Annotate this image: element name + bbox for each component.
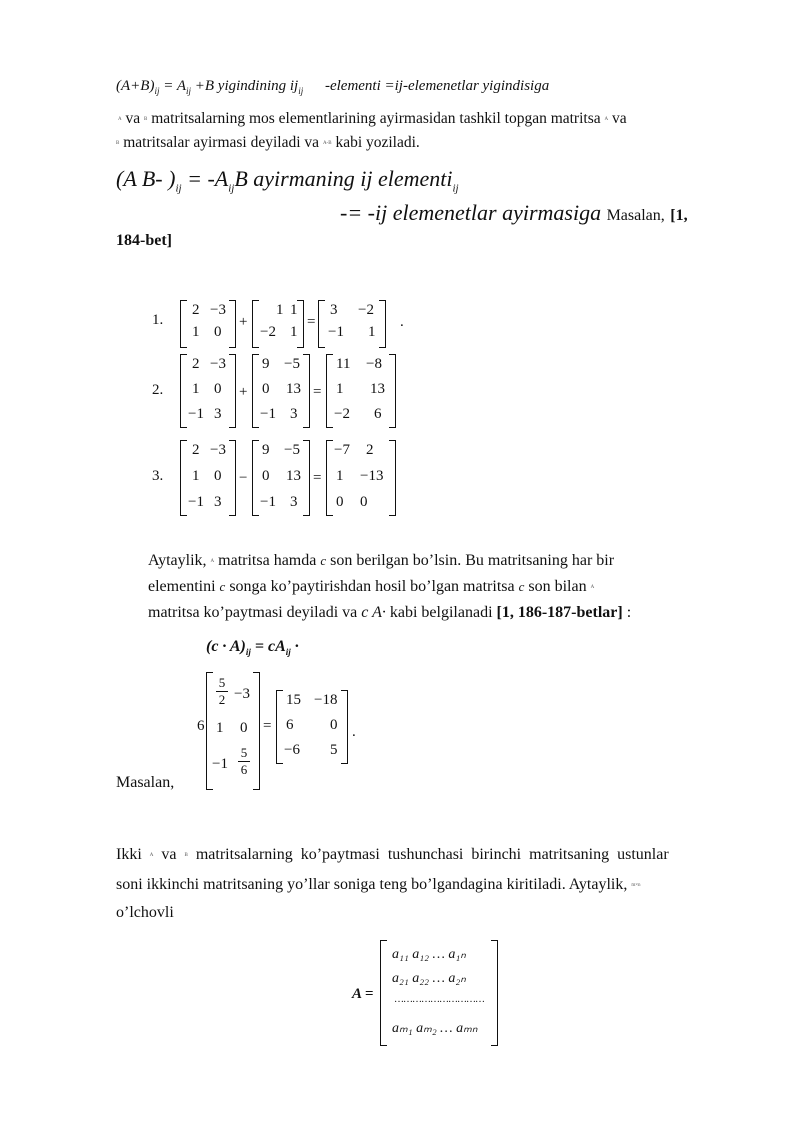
cell: 0 xyxy=(262,468,270,484)
tiny-a: A xyxy=(604,116,609,122)
numerator: 5 xyxy=(218,675,226,690)
matrix-q3 xyxy=(326,440,396,516)
numerator: 5 xyxy=(240,745,248,760)
sum-lhs-sub: ij xyxy=(154,86,160,96)
difference-paragraph-line2 xyxy=(116,134,420,152)
cell: 1 xyxy=(290,302,298,318)
tiny-b: B xyxy=(184,852,188,858)
cell: −3 xyxy=(210,356,226,372)
tiny-a: A xyxy=(590,584,595,590)
bracket xyxy=(252,300,259,348)
matrix-row-dots: ………………………… xyxy=(394,994,484,1005)
denominator: 2 xyxy=(218,692,226,707)
cell: −8 xyxy=(366,356,382,372)
bracket xyxy=(276,690,283,764)
cell: −2 xyxy=(358,302,374,318)
cell: −1 xyxy=(260,494,276,510)
text: matritsalarning ko’paytmasi tushunchasi birinchi matritsaning ustunlar xyxy=(195,846,669,863)
cell: 3 xyxy=(214,494,222,510)
cell: 0 xyxy=(262,381,270,397)
cell: 2 xyxy=(192,442,200,458)
product-paragraph-line1 xyxy=(116,846,669,864)
tiny-a: A xyxy=(118,116,122,122)
bracket xyxy=(180,300,187,348)
cell: 13 xyxy=(370,381,385,397)
bracket xyxy=(229,354,236,428)
tiny-a: A xyxy=(149,852,154,858)
c-symbol: c xyxy=(320,553,327,568)
cell: −3 xyxy=(234,686,250,702)
cell: 3 xyxy=(214,406,222,422)
cell: 3 xyxy=(290,494,298,510)
matrix-m1 xyxy=(180,300,236,348)
cell: 13 xyxy=(286,468,301,484)
cell: −2 xyxy=(334,406,350,422)
cell: 1 xyxy=(216,720,224,736)
sum-a: A xyxy=(176,78,186,94)
bracket xyxy=(252,440,259,516)
fraction-5-6 xyxy=(238,746,250,777)
dot: · xyxy=(294,638,299,655)
matrix-p1 xyxy=(180,354,236,428)
masalan: Masalan, xyxy=(606,207,665,224)
text: va xyxy=(161,846,177,863)
text: kabi yoziladi. xyxy=(335,134,420,151)
text: matritsa ko’paytmasi deyiladi va xyxy=(148,604,358,621)
bracket xyxy=(389,440,396,516)
c-symbol: c xyxy=(518,579,525,594)
matrix-p2 xyxy=(252,354,310,428)
bracket xyxy=(379,300,386,348)
tiny-b: B xyxy=(116,140,120,146)
cell: 1 xyxy=(276,302,284,318)
difference-formula xyxy=(116,166,459,194)
text: Aytaylik, xyxy=(148,552,207,569)
minus-sign: − xyxy=(239,470,248,486)
bracket xyxy=(297,300,304,348)
bracket xyxy=(253,672,260,790)
cell: −13 xyxy=(360,468,384,484)
masalan-label: Masalan, xyxy=(116,774,175,791)
cell: 9 xyxy=(262,442,270,458)
ref: 184-bet] xyxy=(116,232,172,249)
bracket xyxy=(326,354,333,428)
product-paragraph-line3 xyxy=(116,904,174,922)
text: elementini xyxy=(148,578,216,595)
cell: 1 xyxy=(336,381,344,397)
sum-a-sub: ij xyxy=(185,86,191,96)
text: soni ikkinchi matritsaning yo’llar soniga teng bo’lgandagina kiritiladi. Aytaylik, xyxy=(116,876,628,893)
text: son bilan xyxy=(528,578,587,595)
cell: 1 xyxy=(192,324,200,340)
difference-paragraph-line1 xyxy=(118,110,627,128)
matrix-p1-copy xyxy=(180,440,236,516)
bracket xyxy=(380,940,387,1046)
diff-lhs: (A B- ) xyxy=(116,166,176,191)
bracket xyxy=(326,440,333,516)
cell: 0 xyxy=(330,717,338,733)
difference-formula-line2 xyxy=(340,200,688,226)
matrix-p3 xyxy=(326,354,396,428)
text: Ikki xyxy=(116,846,142,863)
example-number-1: 1. xyxy=(152,312,164,328)
cell: 0 xyxy=(336,494,344,510)
cell: 2 xyxy=(366,442,374,458)
cell: −1 xyxy=(188,494,204,510)
sum-lhs: (A+B) xyxy=(116,78,155,94)
cell: 6 xyxy=(374,406,382,422)
bracket xyxy=(252,354,259,428)
cell: 1 xyxy=(290,324,298,340)
cell: 0 xyxy=(214,324,222,340)
cell: 1 xyxy=(192,468,200,484)
example-number-3: 3. xyxy=(152,468,164,484)
cell: 0 xyxy=(240,720,248,736)
scalar-paragraph-line2 xyxy=(148,578,594,596)
ref: [1, 186-187-betlar] xyxy=(496,604,623,621)
text: songa ko’paytirishdan hosil bo’lgan matritsa xyxy=(229,578,515,595)
cell: 0 xyxy=(214,381,222,397)
text: son berilgan bo’lsin. Bu matritsaning har bir xyxy=(330,552,615,569)
fraction-5-2 xyxy=(216,676,228,707)
cell: −2 xyxy=(260,324,276,340)
scalar-sub: ij xyxy=(245,647,251,658)
cell: 3 xyxy=(330,302,338,318)
bracket xyxy=(180,354,187,428)
diff-rest-sub: ij xyxy=(452,182,459,195)
diff-rest: B ayirmaning ij elementi xyxy=(234,166,453,191)
bracket xyxy=(341,690,348,764)
matrix-row-2: a₂₁ a₂₂ … a₂ₙ xyxy=(392,971,466,986)
cell: 3 xyxy=(290,406,298,422)
diff-lhs-sub: ij xyxy=(175,182,182,195)
cell: −1 xyxy=(212,756,228,772)
cell: 13 xyxy=(286,381,301,397)
scalar-lhs: (c · A) xyxy=(206,638,246,655)
bracket xyxy=(491,940,498,1046)
diff-line2: -= -ij elemenetlar ayirmasiga xyxy=(340,200,602,225)
text: : xyxy=(626,604,632,621)
cell: 9 xyxy=(262,356,270,372)
cell: −18 xyxy=(314,692,338,708)
sum-tail: -elementi =ij-elemenetlar yigindisiga xyxy=(324,78,550,94)
scalar-paragraph-line3 xyxy=(148,604,631,622)
tiny-mn: m×n xyxy=(631,882,641,888)
cell: 1 xyxy=(368,324,376,340)
tiny-ab: A-B xyxy=(322,140,332,146)
cell: 1 xyxy=(192,381,200,397)
diff-eq: = -A xyxy=(187,166,229,191)
matrix-row-1: a₁₁ a₁₂ … a₁ₙ xyxy=(392,947,466,962)
cell: −3 xyxy=(210,442,226,458)
scalar-paragraph-line1 xyxy=(148,552,614,570)
scalar-formula xyxy=(206,638,299,657)
cell: 1 xyxy=(336,468,344,484)
scalar-six: 6 xyxy=(197,718,205,734)
text: kabi belgilanadi xyxy=(389,604,493,621)
cell: −6 xyxy=(284,742,300,758)
cell: 0 xyxy=(360,494,368,510)
general-matrix-lhs: A = xyxy=(352,986,374,1002)
cell: 15 xyxy=(286,692,301,708)
text: matritsa hamda xyxy=(218,552,317,569)
tiny-a: A xyxy=(210,558,215,564)
matrix-fraction xyxy=(206,672,260,790)
bracket xyxy=(180,440,187,516)
c-a-symbol: c A· xyxy=(361,604,386,621)
c-symbol: c xyxy=(219,579,226,594)
bracket xyxy=(303,440,310,516)
equals-sign: = xyxy=(313,470,322,486)
plus-sign: + xyxy=(239,384,248,400)
cell: 2 xyxy=(192,302,200,318)
cell: 2 xyxy=(192,356,200,372)
cell: −1 xyxy=(328,324,344,340)
equals-sign: = xyxy=(307,314,316,330)
cell: 6 xyxy=(286,717,294,733)
equals-sign: = xyxy=(263,718,272,734)
matrix-m3 xyxy=(318,300,386,348)
bracket xyxy=(303,354,310,428)
matrix-p2-copy xyxy=(252,440,310,516)
text: va xyxy=(612,110,627,127)
equals-sign: = xyxy=(313,384,322,400)
matrix-row-m: aₘ₁ aₘ₂ … aₘₙ xyxy=(392,1021,478,1036)
cell: −1 xyxy=(260,406,276,422)
matrix-m2 xyxy=(252,300,304,348)
sum-eq: = xyxy=(163,78,174,94)
cell: −3 xyxy=(210,302,226,318)
ref: [1, xyxy=(670,207,688,224)
cell: 0 xyxy=(214,468,222,484)
cell: −1 xyxy=(188,406,204,422)
sum-rest: +B yigindining ij xyxy=(194,78,299,94)
cell: 11 xyxy=(336,356,351,372)
bracket xyxy=(389,354,396,428)
bracket xyxy=(318,300,325,348)
diff-a-sub: ij xyxy=(228,182,235,195)
bracket xyxy=(229,300,236,348)
matrix-result xyxy=(276,690,348,764)
text: matritsalarning mos elementlarining ayirmasidan tashkil topgan matritsa xyxy=(151,110,601,127)
period: . xyxy=(400,314,404,330)
denominator: 6 xyxy=(240,762,248,777)
scalar-rhs: = cA xyxy=(254,638,286,655)
text: va xyxy=(125,110,141,127)
bracket xyxy=(229,440,236,516)
cell: 5 xyxy=(330,742,338,758)
general-matrix xyxy=(380,940,498,1046)
ref-line xyxy=(116,232,172,250)
sum-rest-sub: ij xyxy=(298,86,304,96)
cell: −7 xyxy=(334,442,350,458)
tiny-b: B xyxy=(144,116,148,122)
period: . xyxy=(352,724,356,740)
cell: −5 xyxy=(284,356,300,372)
example-number-2: 2. xyxy=(152,382,164,398)
plus-sign: + xyxy=(239,314,248,330)
sum-definition-formula xyxy=(116,78,549,96)
scalar-rhs-sub: ij xyxy=(285,647,291,658)
cell: −5 xyxy=(284,442,300,458)
text: o’lchovli xyxy=(116,904,174,921)
product-paragraph-line2 xyxy=(116,876,641,894)
text: matritsalar ayirmasi deyiladi va xyxy=(123,134,320,151)
